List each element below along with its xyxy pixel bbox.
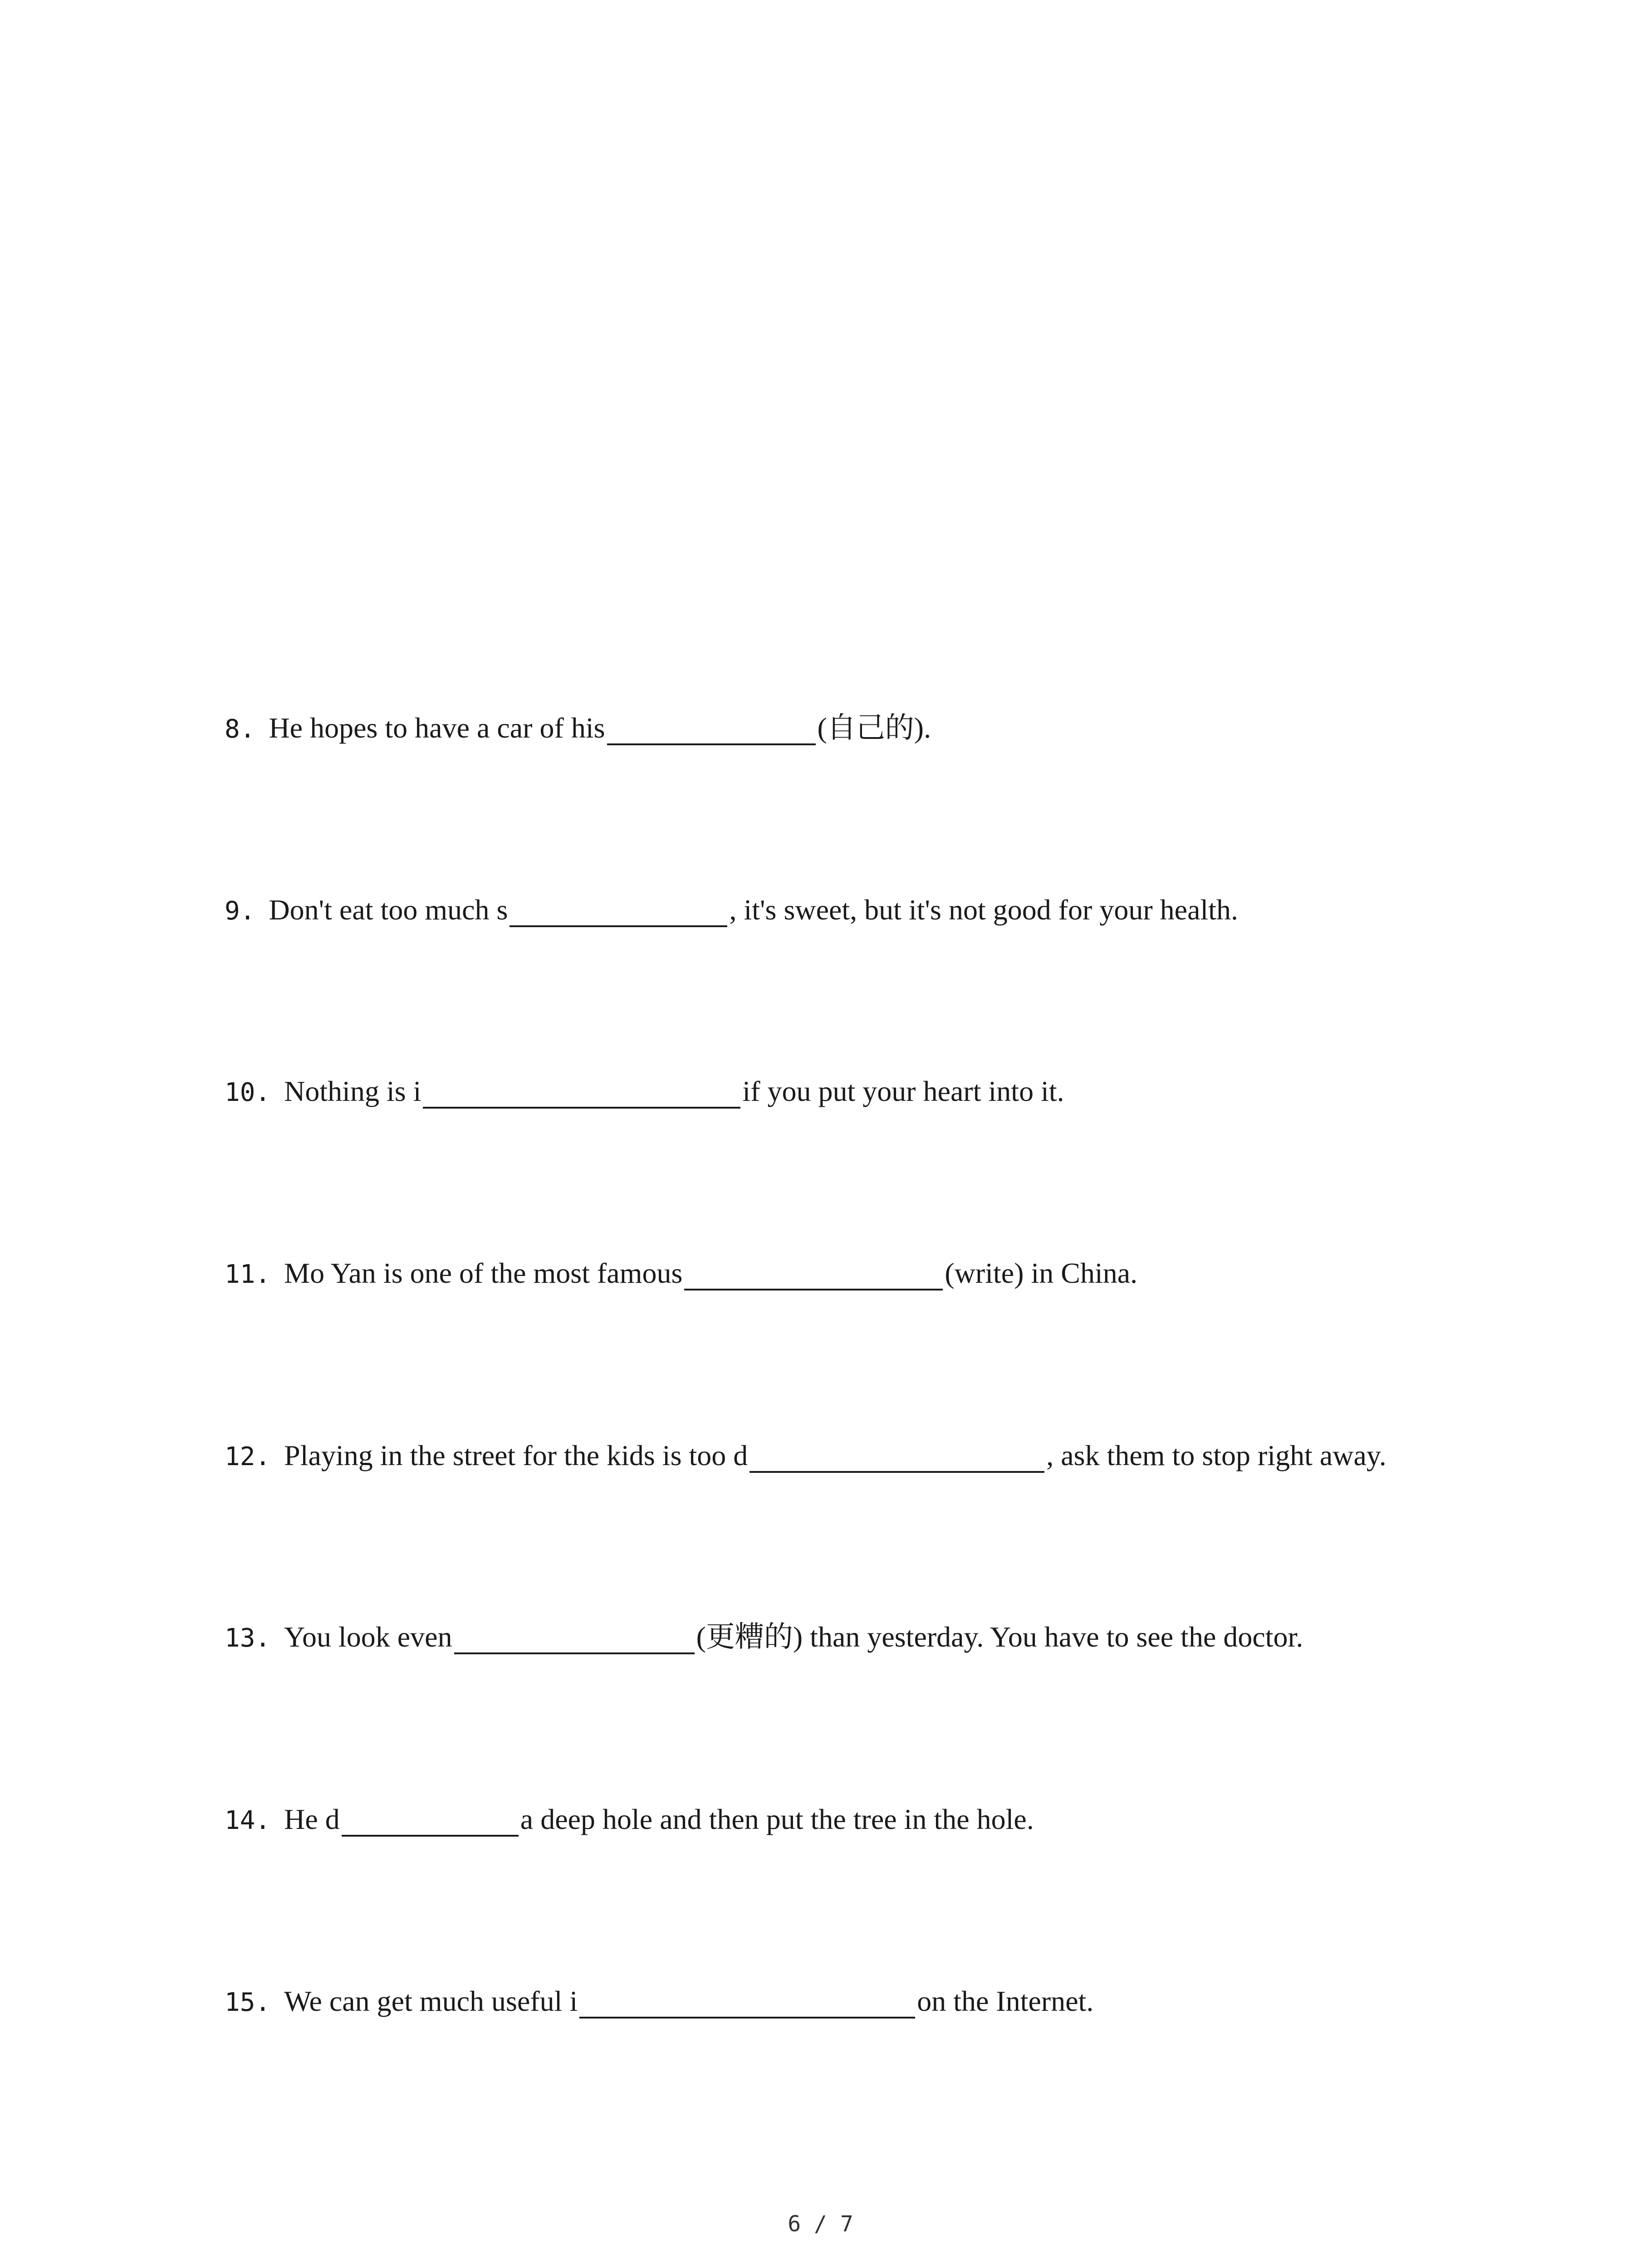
question-number: 8.: [225, 714, 255, 744]
question-number: 12.: [225, 1442, 271, 1471]
question-14: [225, 1801, 1034, 1839]
question-13: [225, 1619, 1303, 1657]
question-number: 13.: [225, 1623, 271, 1653]
question-text-after: , it's sweet, but it's not good for your health.: [729, 894, 1239, 926]
question-text-after: , ask them to stop right away.: [1046, 1439, 1386, 1471]
answer-blank-13[interactable]: [454, 1623, 695, 1654]
question-text-after: a deep hole and then put the tree in the hole.: [520, 1803, 1034, 1835]
answer-blank-11[interactable]: [684, 1260, 943, 1290]
question-text-after: (write) in China.: [945, 1257, 1138, 1289]
question-text-before: Don't eat too much s: [269, 894, 508, 926]
question-11: [225, 1255, 1137, 1293]
question-9: [225, 892, 1238, 929]
question-text-after: if you put your heart into it.: [742, 1075, 1064, 1107]
question-text-before: He hopes to have a car of his: [269, 712, 605, 744]
question-12: [225, 1437, 1386, 1475]
answer-blank-10[interactable]: [423, 1078, 740, 1109]
answer-blank-8[interactable]: [607, 714, 816, 745]
question-text-before: Nothing is i: [284, 1075, 421, 1107]
question-text-before: Playing in the street for the kids is too d: [284, 1439, 748, 1471]
question-number: 15.: [225, 1988, 271, 2017]
question-number: 11.: [225, 1260, 271, 1289]
question-number: 9.: [225, 896, 255, 926]
question-number: 10.: [225, 1078, 271, 1107]
question-text-after: on the Internet.: [917, 1985, 1094, 2017]
answer-blank-15[interactable]: [579, 1988, 915, 2019]
question-text-after: (更糟的) than yesterday. You have to see the doctor.: [696, 1621, 1303, 1653]
question-8: [225, 710, 931, 748]
question-text-before: We can get much useful i: [284, 1985, 578, 2017]
question-number: 14.: [225, 1806, 271, 1835]
question-text-before: Mo Yan is one of the most famous: [284, 1257, 683, 1289]
question-15: [225, 1983, 1093, 2021]
page-number: 6 / 7: [788, 2211, 853, 2237]
question-text-after: (自己的).: [817, 712, 931, 744]
question-text-before: He d: [284, 1803, 340, 1835]
answer-blank-14[interactable]: [342, 1806, 519, 1837]
question-text-before: You look even: [284, 1621, 452, 1653]
question-10: [225, 1073, 1064, 1111]
answer-blank-9[interactable]: [509, 896, 727, 927]
answer-blank-12[interactable]: [749, 1442, 1044, 1473]
